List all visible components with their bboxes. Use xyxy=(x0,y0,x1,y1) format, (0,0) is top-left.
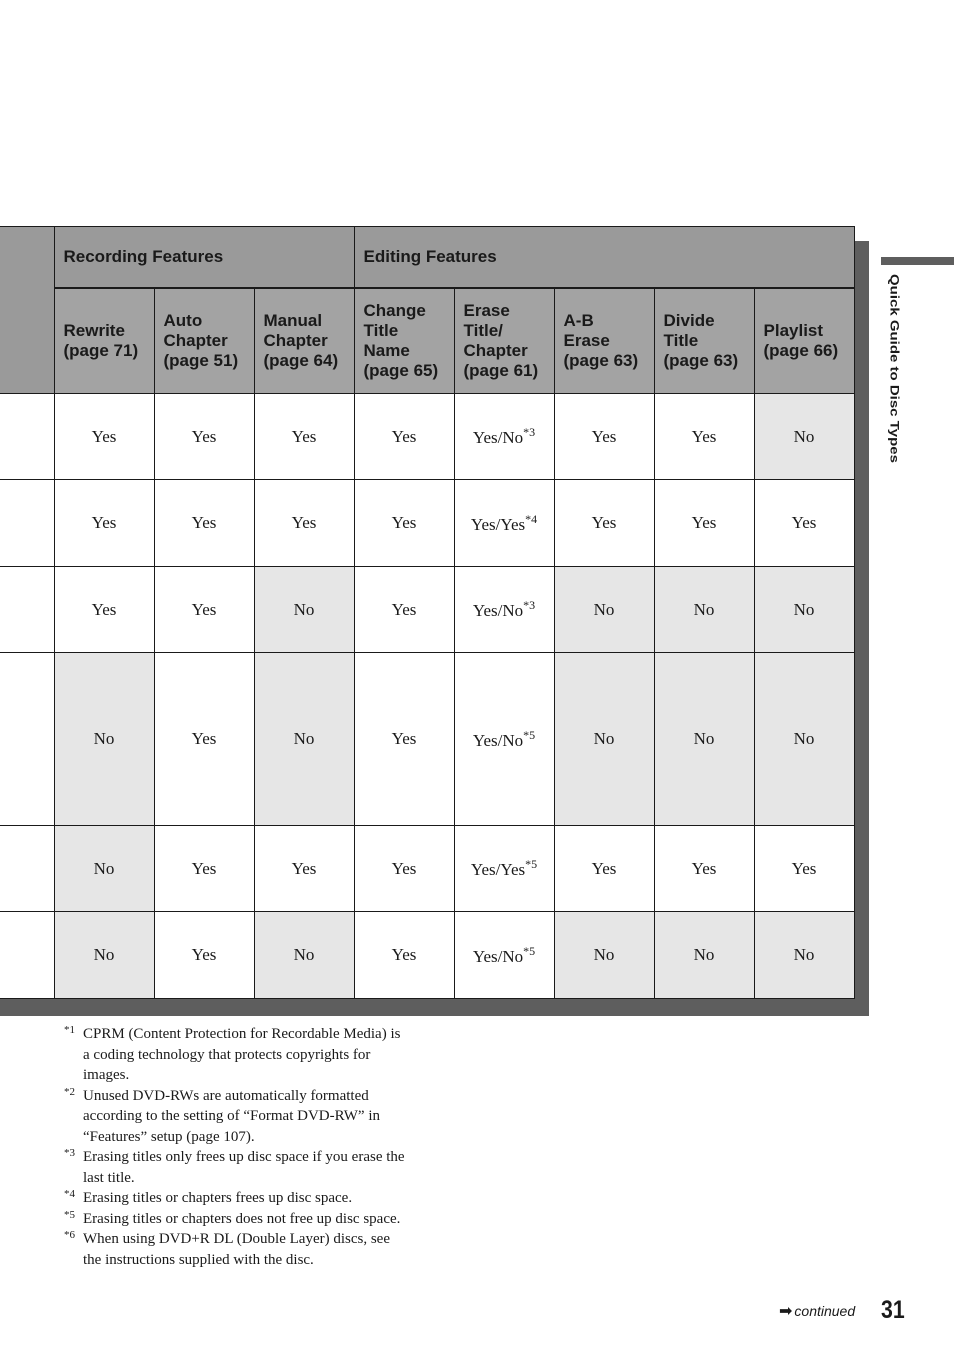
footnote-line: images. xyxy=(83,1067,130,1083)
cell-value: Yes xyxy=(291,426,317,446)
table-cell xyxy=(454,653,554,826)
cell-value: Yes xyxy=(191,858,217,878)
column-header-line: Rewrite xyxy=(63,321,125,340)
footnote-mark: *2 xyxy=(64,1085,75,1098)
column-header-line: (page 61) xyxy=(463,361,539,380)
table-cell xyxy=(654,826,754,912)
table-cell xyxy=(654,567,754,653)
cell-value: No xyxy=(293,599,315,619)
column-header xyxy=(54,288,154,394)
cell-value: No xyxy=(693,599,715,619)
cell-value: Yes xyxy=(691,858,717,878)
arrow-right-icon: ➡ xyxy=(779,1303,793,1320)
cell-value: Yes xyxy=(191,426,217,446)
footnote xyxy=(64,1147,454,1188)
table-cell xyxy=(554,480,654,567)
footnote-line: according to the setting of “Format DVD-RW” in xyxy=(83,1108,381,1124)
cell-value: Yes xyxy=(391,858,417,878)
cell-value: Yes xyxy=(391,426,417,446)
table-cell xyxy=(754,912,854,999)
footnote-line: last title. xyxy=(83,1169,135,1186)
footnote-line: Erasing titles or chapters frees up disc space. xyxy=(83,1190,353,1206)
column-header-line: (page 63) xyxy=(563,351,639,370)
footnote-mark: *3 xyxy=(64,1147,75,1159)
cell-value: Yes/Yes xyxy=(470,514,526,534)
table-cell xyxy=(354,912,454,999)
row-label-cell xyxy=(0,480,54,567)
table-cell xyxy=(554,394,654,480)
cell-value: No xyxy=(93,729,115,748)
table-cell xyxy=(154,653,254,826)
column-header-line: Chapter xyxy=(163,331,228,350)
cell-value: No xyxy=(293,729,315,748)
column-header-line: (page 64) xyxy=(263,351,339,370)
cell-value: Yes xyxy=(791,513,817,532)
table-cell xyxy=(254,480,354,567)
footnote xyxy=(64,1188,454,1209)
cell-value: Yes xyxy=(591,858,617,878)
table-cell xyxy=(754,826,854,912)
table-cell xyxy=(254,912,354,999)
table-row xyxy=(0,826,854,912)
cell-value: No xyxy=(693,729,715,748)
column-header-line: Divide xyxy=(663,311,715,330)
side-tab-bar xyxy=(881,257,954,265)
column-header-line: Title xyxy=(663,331,699,350)
column-header-line: Title xyxy=(363,321,399,340)
footnote-ref: *5 xyxy=(523,943,536,958)
column-header xyxy=(354,288,454,394)
column-header-line: Auto xyxy=(163,311,203,330)
column-header-line: Name xyxy=(363,341,410,360)
cell-value: Yes/Yes xyxy=(470,860,526,879)
column-header xyxy=(654,288,754,394)
cell-value: Yes xyxy=(791,858,817,878)
column-header xyxy=(754,288,854,394)
table-cell xyxy=(154,480,254,567)
table-cell xyxy=(454,826,554,912)
cell-value: Yes xyxy=(91,426,117,446)
footnotes xyxy=(64,1024,454,1270)
table-cell xyxy=(354,653,454,826)
table-cell xyxy=(54,653,154,826)
column-header xyxy=(554,288,654,394)
table-cell xyxy=(154,567,254,653)
footnote-line: CPRM (Content Protection for Recordable Media) is xyxy=(83,1026,401,1042)
table-cell xyxy=(554,826,654,912)
table-cell xyxy=(54,480,154,567)
table-cell xyxy=(754,394,854,480)
table-cell xyxy=(554,653,654,826)
table-cell xyxy=(654,480,754,567)
column-header xyxy=(454,288,554,394)
table-cell xyxy=(54,394,154,480)
footnote-mark: *1 xyxy=(64,1024,75,1036)
cell-value: Yes xyxy=(291,513,317,532)
column-header-line: Chapter xyxy=(463,341,528,360)
continued-marker xyxy=(779,1301,855,1321)
row-label-cell xyxy=(0,912,54,999)
column-header-line: Manual xyxy=(263,311,323,330)
table-cell xyxy=(54,826,154,912)
column-header-line: (page 65) xyxy=(363,361,439,380)
cell-value: Yes xyxy=(591,426,617,446)
cell-value: Yes/No xyxy=(472,730,524,750)
table-cell xyxy=(354,394,454,480)
footnote-line: Unused DVD-RWs are automatically formatted xyxy=(83,1087,369,1104)
column-header-line: (page 63) xyxy=(663,351,739,370)
table-row xyxy=(0,912,854,999)
cell-value: Yes xyxy=(191,945,217,964)
footnote-line: Erasing titles only frees up disc space if you erase the xyxy=(83,1149,405,1165)
cell-value: Yes xyxy=(391,729,417,748)
continued-label: continued xyxy=(794,1303,856,1319)
table-cell xyxy=(754,567,854,653)
footnote xyxy=(64,1229,454,1270)
table-cell xyxy=(54,912,154,999)
footnote-ref: *5 xyxy=(523,727,536,742)
table-cell xyxy=(454,567,554,653)
footnote-ref: *3 xyxy=(523,598,536,612)
table-cell xyxy=(454,480,554,567)
footnote-mark: *4 xyxy=(64,1188,75,1200)
cell-value: Yes xyxy=(591,513,617,532)
footnote-ref: *5 xyxy=(525,857,538,871)
table-cell xyxy=(454,912,554,999)
table-cell xyxy=(554,567,654,653)
cell-value: Yes/No xyxy=(472,946,524,966)
cell-value: No xyxy=(793,729,815,748)
table-cell xyxy=(154,394,254,480)
footnote xyxy=(64,1024,454,1086)
column-header-line: A-B xyxy=(563,311,594,330)
cell-value: Yes xyxy=(691,426,717,446)
table-cell xyxy=(354,567,454,653)
cell-value: No xyxy=(593,599,615,619)
table-cell xyxy=(754,653,854,826)
table-row xyxy=(0,394,854,480)
row-label-cell xyxy=(0,567,54,653)
column-header-line: (page 71) xyxy=(63,341,139,360)
table-row xyxy=(0,653,854,826)
row-label-cell xyxy=(0,826,54,912)
cell-value: Yes xyxy=(291,858,317,878)
cell-value: No xyxy=(793,599,815,619)
cell-value: Yes xyxy=(391,599,417,619)
table-cell xyxy=(254,826,354,912)
table-cell xyxy=(354,480,454,567)
cell-value: Yes/No xyxy=(472,428,524,447)
cell-value: No xyxy=(593,945,615,964)
cell-value: Yes xyxy=(91,599,117,619)
cell-value: No xyxy=(793,426,815,446)
table-cell xyxy=(554,912,654,999)
footnote-mark: *5 xyxy=(64,1208,75,1221)
row-label-cell xyxy=(0,653,54,826)
table-row xyxy=(0,480,854,567)
cell-value: Yes xyxy=(191,729,217,748)
footnote-line: “Features” setup (page 107). xyxy=(83,1128,255,1145)
column-header-line: Erase xyxy=(463,301,510,320)
row-label-cell xyxy=(0,394,54,480)
column-header-line: Chapter xyxy=(263,331,328,350)
cell-value: No xyxy=(93,945,115,964)
column-header-line: Playlist xyxy=(763,321,824,340)
cell-value: Yes xyxy=(391,945,417,964)
footnote-line: the instructions supplied with the disc. xyxy=(83,1251,314,1268)
column-header-line: (page 66) xyxy=(763,341,839,360)
table-row xyxy=(0,567,854,653)
cell-value: No xyxy=(793,945,815,964)
table-cell xyxy=(254,394,354,480)
footnote-line: When using DVD+R DL (Double Layer) discs, see xyxy=(83,1231,390,1247)
table-cell xyxy=(154,826,254,912)
table-cell xyxy=(354,826,454,912)
table-cell xyxy=(654,912,754,999)
cell-value: No xyxy=(693,945,715,964)
column-header-line: (page 51) xyxy=(163,351,239,370)
table-cell xyxy=(154,912,254,999)
row-label-header xyxy=(0,227,54,394)
side-tab-label: Quick Guide to Disc Types xyxy=(887,274,902,463)
footnote-ref: *3 xyxy=(523,425,536,439)
footnote-mark: *6 xyxy=(64,1229,75,1241)
disc-features-table xyxy=(0,226,855,999)
table-cell xyxy=(654,394,754,480)
cell-value: Yes xyxy=(191,599,217,619)
table-cell xyxy=(454,394,554,480)
table-cell xyxy=(654,653,754,826)
footnote-line: Erasing titles or chapters does not free up disc space. xyxy=(83,1210,401,1227)
footnote-line: a coding technology that protects copyrights for xyxy=(83,1046,371,1063)
column-header-line: Change xyxy=(363,301,426,320)
recording-features-header: Recording Features xyxy=(54,227,354,289)
column-header-line: Title/ xyxy=(463,321,503,340)
cell-value: Yes xyxy=(91,513,117,532)
footnote-ref: *4 xyxy=(525,511,538,526)
cell-value: Yes xyxy=(691,513,717,532)
editing-features-header: Editing Features xyxy=(354,227,854,289)
cell-value: No xyxy=(593,729,615,748)
cell-value: No xyxy=(93,858,115,878)
footnote xyxy=(64,1209,454,1230)
column-header xyxy=(254,288,354,394)
footnote xyxy=(64,1086,454,1148)
cell-value: Yes xyxy=(391,513,417,532)
column-header-line: Erase xyxy=(563,331,610,350)
table-cell xyxy=(254,653,354,826)
cell-value: Yes xyxy=(191,513,217,532)
table-cell xyxy=(754,480,854,567)
cell-value: Yes/No xyxy=(472,601,524,620)
page-number: 31 xyxy=(881,1296,905,1324)
cell-value: No xyxy=(293,945,315,964)
table-cell xyxy=(254,567,354,653)
table-cell xyxy=(54,567,154,653)
column-header xyxy=(154,288,254,394)
